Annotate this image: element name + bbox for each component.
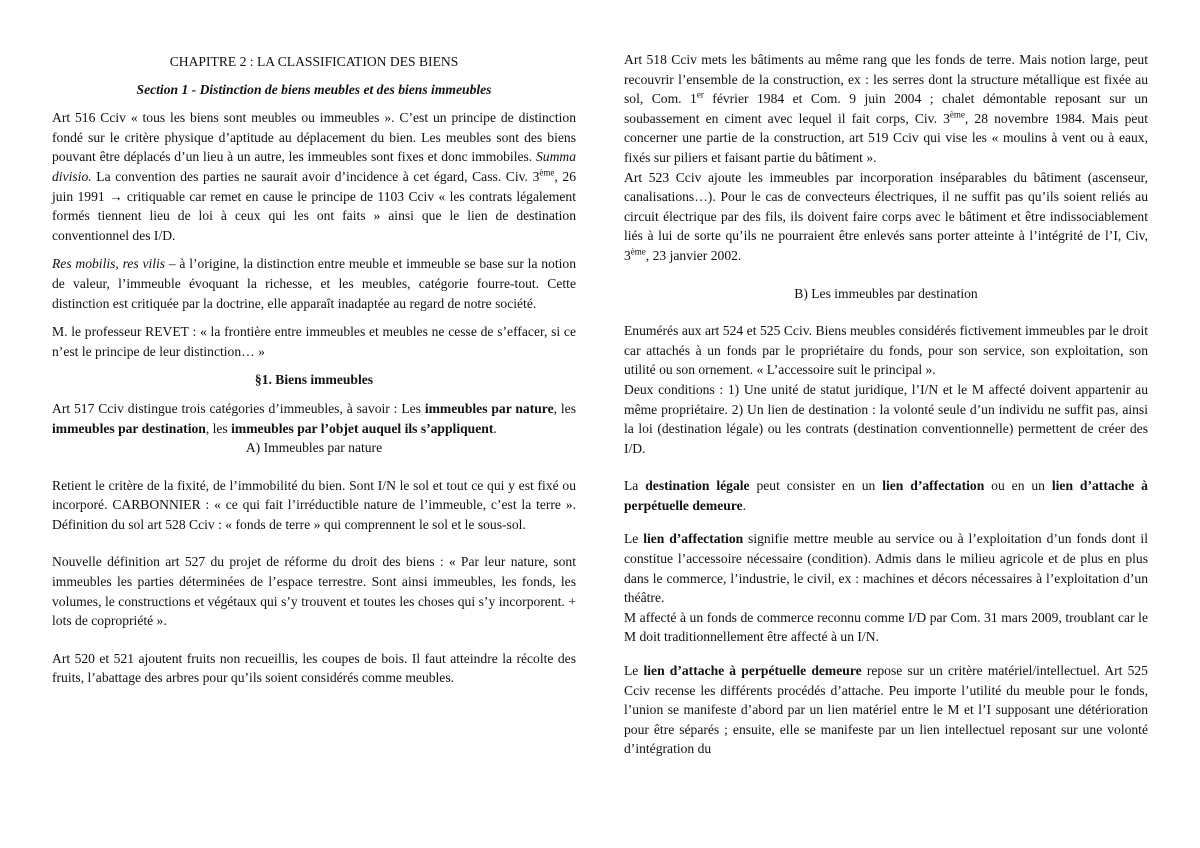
arrow-icon: → (109, 188, 123, 204)
paragraph-art-520-521: Art 520 et 521 ajoutent fruits non recueillis, les coupes de bois. Il faut atteindre la récolte des fruits, l’abattage des arbres pour qu’ils soient considérés comme meubles. (52, 650, 576, 686)
chapter-title: CHAPITRE 2 : LA CLASSIFICATION DES BIENS (169, 54, 459, 69)
paragraph-deux-conditions: Deux conditions : 1) Une unité de statut juridique, l’I/N et le M affecté doivent appartenir au même propriétaire. 2) Un lien de destination : la volonté seule d’un individu ne suffit pas, ainsi la loi (destination légale) ou les contrats (destination conventionnelle) permettent de créer des I/D. (624, 381, 1148, 456)
paragraph-art-518: Art 518 Cciv mets les bâtiments au même rang que les fonds de terre. Mais notion large, peut recouvrir l’ensemble de la construction, ex : les serres dont la structure métallique est fixée au sol, Com. 1er février 1984 et Com. 9 juin 2004 ; chalet démontable reposant sur un soubassement en ciment avec lequel il fait corps, Civ. 3ème, 28 novembre 1984. Mais peut concerner une partie de la construction, art 519 Cciv qui vise les « moulins à vent ou à eaux, fixés sur piliers et faisant partie du bâtiment ». (624, 52, 1148, 165)
paragraph-lien-attache: Le lien d’attache à perpétuelle demeure repose sur un critère matériel/intellectuel. Art 525 Cciv recense les différents procédés d’attache. Peu importe l’utilité du meuble pour le fonds, l’union se manifeste d’abord par un lien matériel entre le M et l’I supposant une détérioration pour être séparés ; ensuite, elle se manifeste par un lien intellectuel reposant sur une volonté d’intégration du (624, 663, 1148, 757)
paragraph-fonds-de-commerce: M affecté à un fonds de commerce reconnu comme I/D par Com. 31 mars 2009, troublant car le M doit traditionnellement être affecté à un I/N. (624, 609, 1148, 645)
paragraph-destination-legale: La destination légale peut consister en un lien d’affectation ou en un lien d’attache à perpétuelle demeure. (624, 478, 1148, 513)
right-column (624, 50, 1148, 759)
heading-biens-immeubles: §1. Biens immeubles (254, 372, 374, 388)
section-heading: Section 1 - Distinction de biens meubles et des biens immeubles (136, 81, 492, 97)
paragraph-art-516: Art 516 Cciv « tous les biens sont meubles ou immeubles ». C’est un principe de distinction fondé sur le critère physique d’aptitude au déplacement du bien. Les meubles sont des biens pouvant être déplacés d’un lieu à un autre, les immeubles sont fixes et donc immobiles. Summa divisio. La convention des parties ne saurait avoir d’incidence à cet égard, Cass. Civ. 3ème, 26 juin 1991 → critiquable car remet en cause le principe de 1103 Cciv « les contrats légalement formés tiennent lieu de loi à ceux qui les ont faits » ainsi que le lien de destination conventionnel des I/D. (52, 110, 576, 243)
paragraph-art-527: Nouvelle définition art 527 du projet de réforme du droit des biens : « Par leur nature, sont immeubles les parties déterminées de l’espace terrestre. Sont ainsi immeubles, les fonds, les volumes, le constructions et végétaux qui s’y trouvent et toutes les choses qui s’y incorporent. + lots de copropriété ». (52, 554, 576, 629)
paragraph-lien-affectation: Le lien d’affectation signifie mettre meuble au service ou à l’exploitation d’un fonds dont il constitue l’accessoire nécessaire (condition). Admis dans le milieu agricole et de plus en plus dans le commerce, l’industrie, le civil, ex : machines et décors nécessaires à l’exploitation d’un théâtre. (624, 531, 1148, 606)
paragraph-revet-quote: M. le professeur REVET : « la frontière entre immeubles et meubles ne cesse de s’effacer, si ce n’est le principe de leur distinction… » (52, 324, 576, 359)
left-column (52, 50, 576, 688)
subheading-immeubles-par-destination: B) Les immeubles par destination (794, 285, 978, 301)
paragraph-fixite: Retient le critère de la fixité, de l’immobilité du bien. Sont I/N le sol et tout ce qui y est fixé ou incorporé. CARBONNIER : « ce qui fait l’irréductible nature de l’immeuble, c’est la terre ». Définition du sol art 528 Cciv : « fonds de terre » qui comprennent le sol et le sous-sol. (52, 477, 576, 532)
paragraph-art-524-525: Enumérés aux art 524 et 525 Cciv. Biens meubles considérés fictivement immeubles par le droit car attachés à un fonds par le propriétaire du fonds, pour son service, son exploitation, son utilité ou son ornement. « L’accessoire suit le principal ». (624, 323, 1148, 378)
subheading-immeubles-par-nature: A) Immeubles par nature (245, 440, 383, 456)
paragraph-res-mobilis: Res mobilis, res vilis – à l’origine, la distinction entre meuble et immeuble se base sur la notion de valeur, l’immeuble évoquant la richesse, et les meubles, catégorie fourre-tout. Cette distinction est critiquée par la doctrine, elle apparaît inadaptée au regard de notre société. (52, 256, 576, 311)
paragraph-art-523: Art 523 Cciv ajoute les immeubles par incorporation inséparables du bâtiment (ascenseur, canalisations…). Pour le cas de convecteurs électriques, il ne suffit pas qu’ils soient reliés au circuit électrique par des fils, ils doivent faire corps avec le bâtiment et être indissociablement liés à lui de sorte qu’ils ne pourraient être enlevés sans porter atteinte à l’intégrité de l’I, Civ, 3ème, 23 janvier 2002. (624, 169, 1148, 263)
paragraph-art-517: Art 517 Cciv distingue trois catégories d’immeubles, à savoir : Les immeubles par nature, les immeubles par destination, les immeubles par l’objet auquel ils s’appliquent. (52, 400, 576, 436)
